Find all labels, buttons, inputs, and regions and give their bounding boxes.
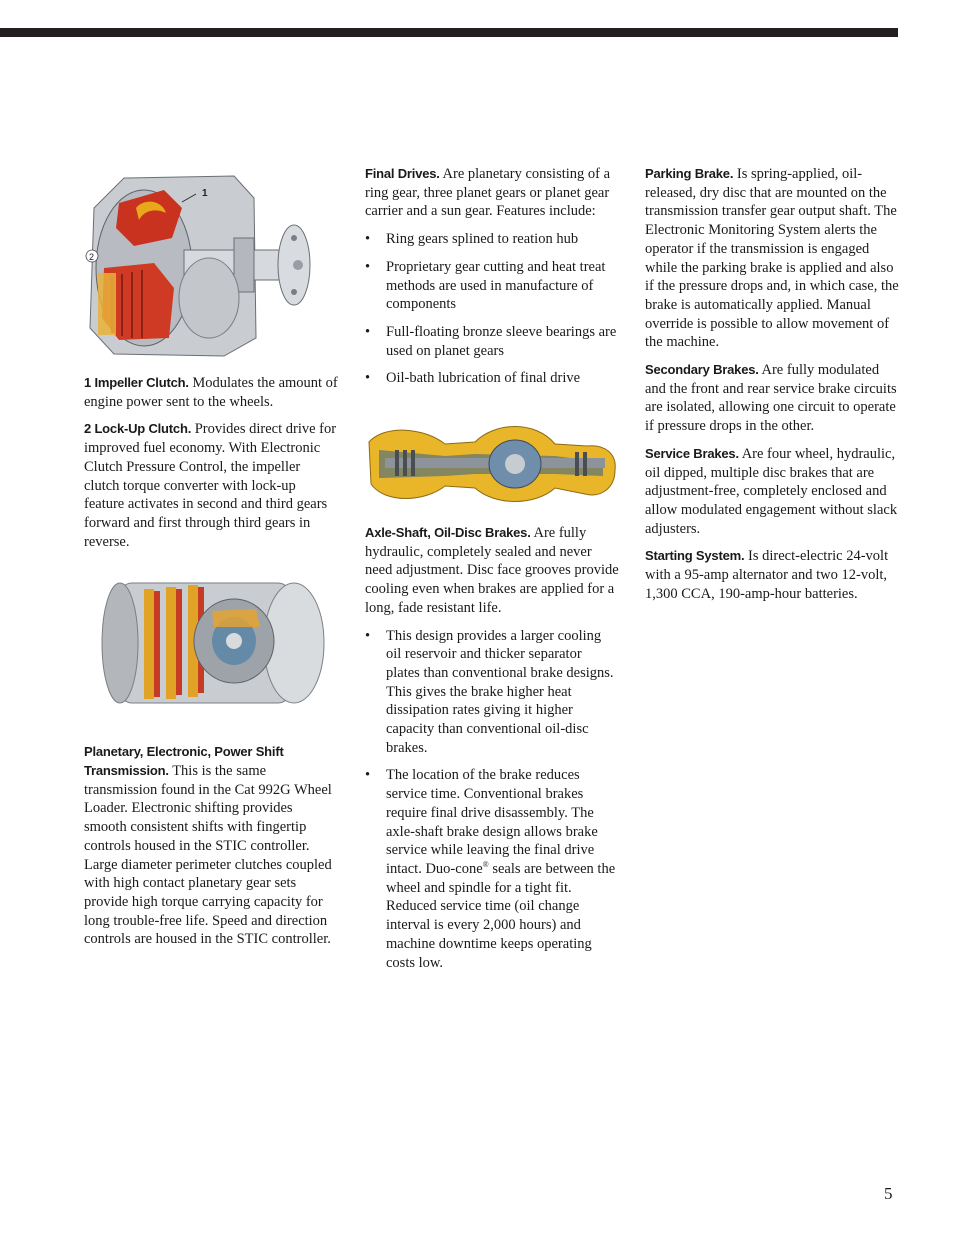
service-brakes-paragraph (645, 445, 899, 539)
list-item: • Oil-bath lubrication of final drive (365, 369, 619, 388)
parking-brake-paragraph (645, 165, 899, 352)
registered-mark: ® (482, 860, 489, 870)
list-item: • This design provides a larger cooling oil reservoir and thicker separator plates than conventional brake designs. This gives the brake higher heat dissipation rates giving it higher capacity than conventional oil-disc brakes. (365, 627, 619, 758)
secondary-brakes-heading: Secondary Brakes. (645, 362, 759, 378)
top-rule (0, 28, 898, 37)
page-number: 5 (884, 1184, 893, 1203)
final-drives-list (365, 230, 619, 388)
list-item-text: seals are between the wheel and spindle for a tight fit. Reduced service time (oil change interval is every 2,000 hours) and machine downtime keeps operating costs low. (386, 860, 616, 971)
final-drives-heading: Final Drives. (365, 166, 440, 181)
list-item (365, 766, 619, 972)
impeller-clutch-paragraph (84, 374, 338, 411)
list-item: • Proprietary gear cutting and heat treat methods are used in manufacture of components (365, 258, 619, 314)
torque-converter-clutch-illustration (84, 168, 314, 360)
final-drives-paragraph (365, 165, 619, 221)
starting-system-paragraph (645, 547, 899, 603)
axle-shaft-brakes-list (365, 627, 619, 973)
axle-shaft-brakes-heading: Axle-Shaft, Oil-Disc Brakes. (365, 525, 531, 541)
parking-brake-text: Is spring-applied, oil-released, dry disc that are mounted on the transmission transfer gear output shaft. The Electronic Monitoring System alerts the operator if the transmission is engaged while the parking brake is applied and also if the pressure drops and, in which case, the brake is automatically applied. Manual override is possible to allow movement of the machine. (645, 166, 899, 351)
starting-system-text: Is direct-electric 24-volt with a 95-amp alternator and two 12-volt, 1,300 CCA, 190-amp-hour batteries. (645, 548, 889, 602)
list-item: • Ring gears splined to reation hub (365, 230, 619, 249)
starting-system-heading: Starting System. (645, 548, 745, 564)
axle-shaft-brakes-text: Are fully hydraulic, completely sealed and never need adjustment. Disc face grooves provide cooling even when brakes are applied for a long, fade resistant life. (365, 525, 619, 616)
lock-up-clutch-paragraph (84, 420, 338, 551)
planetary-transmission-text: This is the same transmission found in the Cat 992G Wheel Loader. Electronic shifting provides smooth consistent shifts with fingertip controls housed in the STIC controller. Large diameter perimeter clutches coupled with high contact planetary gear sets provide high torque carrying capacity for long trouble-free life. Speed and direction controls are housed in the STIC controller. (84, 763, 332, 948)
lock-up-clutch-text: Provides direct drive for improved fuel economy. With Electronic Clutch Pressure Control, the impeller clutch torque converter with lock-up feature activates in second and third gears forward and first through third gears in reverse. (84, 421, 337, 550)
final-drives-text: Are planetary consisting of a ring gear, three planet gears or planet gear carrier and a sun gear. Features include: (365, 166, 611, 220)
secondary-brakes-text: Are fully modulated and the front and rear service brake circuits are isolated, allowing one circuit to operate if pressure drops in the other. (645, 362, 897, 435)
lock-up-clutch-heading: 2 Lock-Up Clutch. (84, 421, 192, 437)
column-1 (84, 160, 338, 958)
planetary-transmission-paragraph (84, 743, 338, 949)
column-2 (365, 165, 619, 981)
impeller-clutch-text: Modulates the amount of engine power sent to the wheels. (84, 375, 338, 410)
axle-shaft-brakes-paragraph (365, 524, 619, 618)
planetary-transmission-heading: Planetary, Electronic, Power Shift Transmission. (84, 744, 284, 779)
impeller-clutch-heading: 1 Impeller Clutch. (84, 375, 189, 390)
axle-shaft-brake-illustration (365, 414, 619, 510)
planetary-transmission-illustration (84, 561, 336, 729)
column-3 (645, 165, 899, 612)
list-item-text: The location of the brake reduces service time. Conventional brakes require final drive disassembly. The axle-shaft brake design allows brake service while leaving the final drive intact. Duo-cone (386, 767, 598, 877)
secondary-brakes-paragraph (645, 361, 899, 436)
parking-brake-heading: Parking Brake. (645, 166, 734, 181)
list-item: • Full-floating bronze sleeve bearings are used on planet gears (365, 323, 619, 360)
callout-1: 1 (202, 188, 208, 199)
service-brakes-heading: Service Brakes. (645, 445, 739, 461)
service-brakes-text: Are four wheel, hydraulic, oil dipped, multiple disc brakes that are adjustment-free, completely enclosed and allow modulated engagement without slack adjusters. (645, 445, 898, 537)
callout-2: 2 (89, 252, 95, 262)
